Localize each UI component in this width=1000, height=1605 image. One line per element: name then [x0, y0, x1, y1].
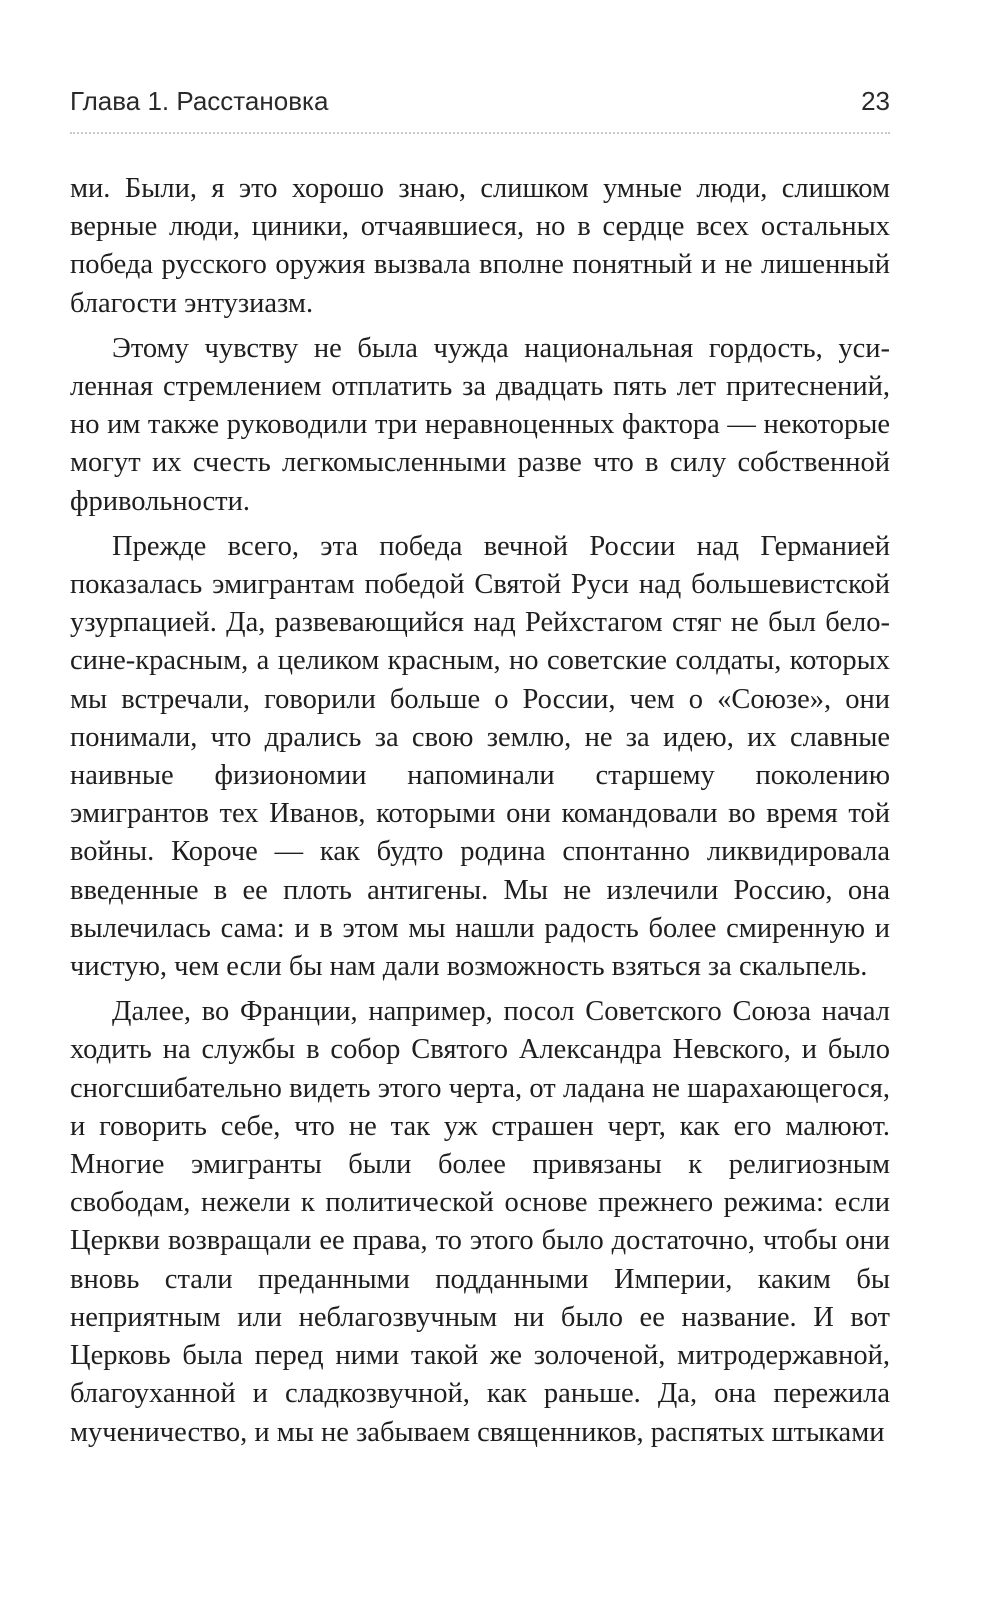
chapter-title: Глава 1. Расстановка [70, 86, 329, 116]
running-header [70, 86, 890, 126]
header-divider [70, 132, 890, 134]
page-number: 23 [861, 86, 890, 116]
paragraph: Этому чувству не была чужда национальная гордость, усиленная стремлением отплатить за двадцать пять лет притеснений, но им также руководили три неравноценных фактора — некоторые могут их счесть легкомысленными разве что в силу собственной фривольности. [70, 332, 890, 517]
body-text [70, 170, 890, 1459]
paragraph: Далее, во Франции, например, посол Советского Союза начал ходить на службы в собор Святого Александра Невского, и было сногсшибательно видеть этого черта, от ладана не шарахающегося, и говорить себе, что не так уж страшен черт, как его малюют. Многие эмигранты были более привязаны к религиозным свободам, нежели к политической основе прежнего режима: если Церкви возвращали ее права, то этого было достаточно, чтобы они вновь стали преданными подданными Империи, каким бы неприятным или неблагозвучным ни было ее название. И вот Церковь была перед ними такой же золоченой, митродержавной, благоуханной и сладкозвучной, как раньше. Да, она пережила мученичество, и мы не забываем священников, распятых штыками [70, 996, 890, 1448]
paragraph-continuation: ми. Были, я это хорошо знаю, слишком умные люди, слишком верные люди, циники, отчаявшиеся, но в сердце всех остальных победа русского оружия вызвала вполне понятный и не лишенный благости энтузиазм. [70, 173, 890, 319]
paragraph: Прежде всего, эта победа вечной России над Германией показалась эмигрантам победой Святой Руси над большевистской узурпацией. Да, развевающийся над Рейхстагом стяг не был бело-сине-красным, а целиком красным, но советские солдаты, которых мы встречали, говорили больше о России, чем о «Союзе», они понимали, что дрались за свою землю, не за идею, их славные наивные физиономии напоминали старшему поколению эмигрантов тех Иванов, которыми они командовали во время той войны. Короче — как будто родина спонтанно ликвидировала введенные в ее плоть антигены. Мы не излечили Россию, она вылечилась сама: и в этом мы нашли радость более смиренную и чистую, чем если бы нам дали возможность взяться за скальпель. [70, 530, 890, 983]
